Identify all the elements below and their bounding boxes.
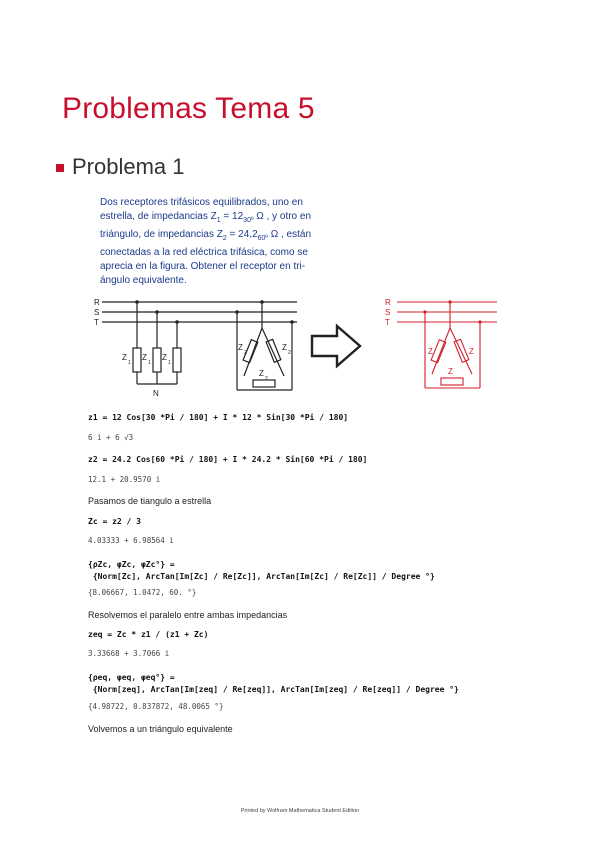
text-cell: Volvemos a un triángulo equivalente bbox=[88, 724, 233, 734]
footer: Printed by Wolfram Mathematica Student Edition bbox=[240, 808, 360, 814]
output-cell: 12.1 + 20.9570 i bbox=[88, 475, 161, 484]
phase-label-s: S bbox=[94, 308, 100, 317]
input-cell: zeq = Zc * z1 / (z1 + Zc) bbox=[88, 630, 209, 639]
output-cell: {4.98722, 0.837872, 48.0065 °} bbox=[88, 702, 224, 711]
output-cell: 4.03333 + 6.98564 i bbox=[88, 536, 174, 545]
neutral-label: N bbox=[153, 389, 159, 398]
z2-label: Z bbox=[259, 369, 264, 378]
statement-text: Ω , están bbox=[267, 229, 312, 240]
subscript: 2 bbox=[222, 235, 227, 242]
statement-line: conectadas a la red eléctrica trifásica, como se bbox=[100, 247, 308, 258]
phase-label-r: R bbox=[385, 298, 391, 307]
subscript: 1 bbox=[216, 217, 221, 224]
z2-subscript: 2 bbox=[244, 350, 247, 356]
statement-text: = 12 bbox=[220, 211, 244, 222]
phase-label-t: T bbox=[385, 318, 390, 327]
phase-label-r: R bbox=[94, 298, 100, 307]
zeq-label: Z bbox=[469, 347, 474, 356]
bullet-icon bbox=[56, 164, 64, 172]
input-cell: {ρeq, φeq, φeq°} = bbox=[88, 673, 175, 682]
z1-resistor bbox=[153, 348, 161, 372]
statement-text: estrella, de impedancias Z bbox=[100, 211, 217, 222]
subscript: 30º bbox=[243, 217, 254, 224]
z1-resistor bbox=[173, 348, 181, 372]
z1-label: Z bbox=[162, 353, 167, 362]
input-cell: z1 = 12 Cos[30 *Pi / 180] + I * 12 * Sin[30 *Pi / 180] bbox=[88, 413, 349, 422]
arrow-icon bbox=[312, 326, 360, 366]
z2-label: Z bbox=[238, 343, 243, 352]
statement-text: = 24,2 bbox=[226, 229, 258, 240]
text-cell: Resolvemos el paralelo entre ambas impedancias bbox=[88, 610, 288, 620]
input-cell: {Norm[Zc], ArcTan[Im[Zc] / Re[Zc]], ArcTan[Im[Zc] / Re[Zc]] / Degree °} bbox=[88, 572, 435, 581]
z1-subscript: 1 bbox=[148, 360, 151, 366]
page-title: Problemas Tema 5 bbox=[62, 92, 315, 125]
statement-text: triángulo, de impedancias Z bbox=[100, 229, 223, 240]
zeq-label: Z bbox=[428, 347, 433, 356]
input-cell: Zc = z2 / 3 bbox=[88, 517, 141, 526]
z2-subscript: 2 bbox=[265, 376, 268, 382]
subscript: 60º bbox=[257, 235, 268, 242]
problem-statement bbox=[100, 196, 330, 288]
z1-subscript: 1 bbox=[168, 360, 171, 366]
output-cell: {8.06667, 1.0472, 60. °} bbox=[88, 588, 197, 597]
zeq-resistor bbox=[441, 378, 463, 385]
section-heading: Problema 1 bbox=[72, 154, 185, 179]
input-cell: {Norm[zeq], ArcTan[Im[zeq] / Re[zeq]], ArcTan[Im[zeq] / Re[zeq]] / Degree °} bbox=[88, 685, 459, 694]
statement-line: ángulo equivalente. bbox=[100, 275, 187, 286]
statement-line bbox=[100, 210, 330, 228]
z1-label: Z bbox=[142, 353, 147, 362]
output-cell: 6 i + 6 √3 bbox=[88, 433, 134, 442]
zeq-label: Z bbox=[448, 367, 453, 376]
statement-text: Ω , y otro en bbox=[253, 211, 312, 222]
input-cell: {ρZc, φZc, φZc°} = bbox=[88, 560, 175, 569]
z2-label: Z bbox=[282, 343, 287, 352]
circuit-diagram bbox=[92, 288, 512, 400]
z2-subscript: 2 bbox=[288, 350, 291, 356]
z1-label: Z bbox=[122, 353, 127, 362]
statement-line bbox=[100, 228, 330, 246]
input-cell: z2 = 24.2 Cos[60 *Pi / 180] + I * 24.2 * Sin[60 *Pi / 180] bbox=[88, 455, 368, 464]
phase-label-t: T bbox=[94, 318, 99, 327]
statement-line: aprecia en la figura. Obtener el receptor en tri- bbox=[100, 261, 306, 272]
statement-line: Dos receptores trifásicos equilibrados, uno en bbox=[100, 197, 303, 208]
z1-resistor bbox=[133, 348, 141, 372]
z1-subscript: 1 bbox=[128, 360, 131, 366]
phase-label-s: S bbox=[385, 308, 391, 317]
text-cell: Pasamos de tiangulo a estrella bbox=[88, 496, 212, 506]
output-cell: 3.33668 + 3.7066 i bbox=[88, 649, 170, 658]
z2-resistor bbox=[253, 380, 275, 387]
